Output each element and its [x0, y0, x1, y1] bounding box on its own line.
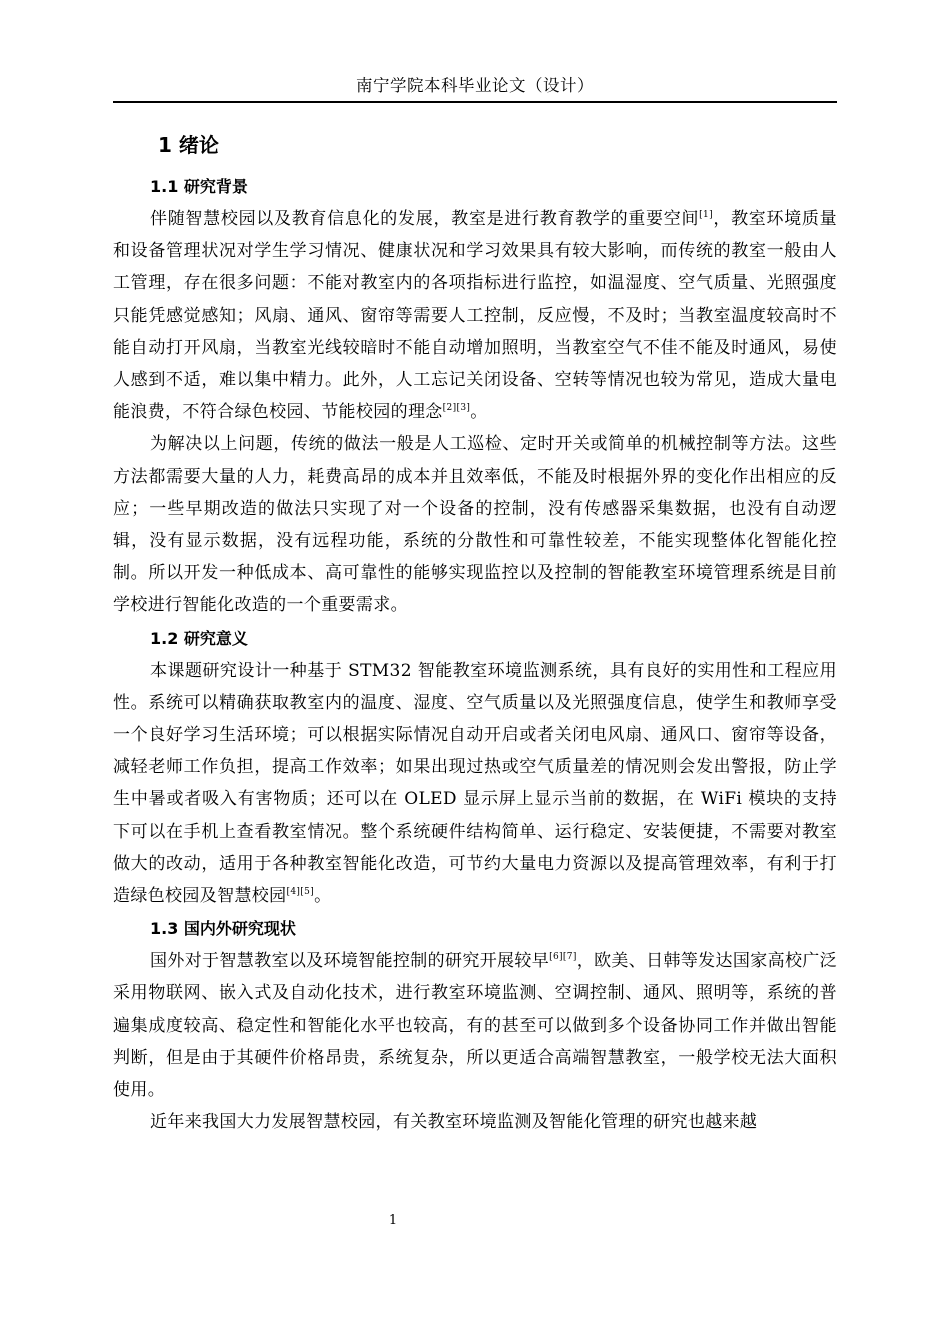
paragraph-text: 国外对于智慧教室以及环境智能控制的研究开展较早	[150, 951, 550, 972]
paragraph-text: 近年来我国大力发展智慧校园，有关教室环境监测及智能化管理的研究也越来越	[150, 1112, 758, 1133]
section-heading: 1.1 研究背景	[150, 177, 248, 196]
section-heading: 1.3 国内外研究现状	[150, 919, 296, 939]
running-header: 南宁学院本科毕业论文（设计）	[356, 76, 594, 95]
body-paragraph	[113, 655, 837, 913]
body-paragraph	[113, 945, 837, 1106]
page-number: 1	[388, 1213, 398, 1228]
paragraph-text: 本课题研究设计一种基于 STM32 智能教室环境监测系统，具有良好的实用性和工程应用性。系统可以精确获取教室内的温度、湿度、空气质量以及光照强度信息，使学生和教师享受一个良好学习生活环境；可以根据实际情况自动开启或者关闭电风扇、通风口、窗帘等设备，减轻老师工作负担，提高工作效率；如果出现过热或空气质量差的情况则会发出警报，防止学生中暑或者吸入有害物质；还可以在 OLED 显示屏上显示当前的数据，在 WiFi 模块的支持下可以在手机上查看教室情况。整个系统硬件结构简单、运行稳定、安装便捷，不需要对教室做大的改动，适用于各种教室智能化改造，可节约大量电力资源以及提高管理效率，有利于打造绿色校园及智慧校园	[113, 660, 837, 907]
body-paragraph	[113, 428, 837, 621]
chapter-title: 1 绪论	[158, 133, 219, 157]
body-paragraph	[113, 203, 837, 428]
citation-marker: [4][5]	[286, 887, 315, 898]
citation-marker: [1]	[699, 210, 713, 220]
paragraph-text: 为解决以上问题，传统的做法一般是人工巡检、定时开关或简单的机械控制等方法。这些方法都需要大量的人力，耗费高昂的成本并且效率低，不能及时根据外界的变化作出相应的反应；一些早期改造的做法只实现了对一个设备的控制，没有传感器采集数据，也没有自动逻辑，没有显示数据，没有远程功能，系统的分散性和可靠性较差，不能实现整体化智能化控制。所以开发一种低成本、高可靠性的能够实现监控以及控制的智能教室环境管理系统是目前学校进行智能化改造的一个重要需求。	[113, 434, 837, 616]
paragraph-text: ，教室环境质量和设备管理状况对学生学习情况、健康状况和学习效果具有较大影响，而传统的教室一般由人工管理，存在很多问题：不能对教室内的各项指标进行监控，如温湿度、空气质量、光照强度只能凭感觉感知；风扇、通风、窗帘等需要人工控制，反应慢，不及时；当教室温度较高时不能自动打开风扇，当教室光线较暗时不能自动增加照明，当教室空气不佳不能及时通风，易使人感到不适，难以集中精力。此外，人工忘记关闭设备、空转等情况也较为常见，造成大量电能浪费，不符合绿色校园、节能校园的理念	[113, 209, 837, 423]
paragraph-text: 。	[314, 886, 332, 907]
header-rule	[113, 101, 837, 103]
section-heading: 1.2 研究意义	[150, 628, 248, 648]
paragraph-text: 伴随智慧校园以及教育信息化的发展，教室是进行教育教学的重要空间	[150, 209, 700, 229]
body-paragraph	[113, 1106, 837, 1138]
citation-marker: [6][7]	[549, 952, 577, 963]
paragraph-text: 。	[470, 402, 488, 423]
citation-marker: [2][3]	[442, 403, 471, 414]
body-text	[113, 170, 837, 1138]
paragraph-text: ，欧美、日韩等发达国家高校广泛采用物联网、嵌入式及自动化技术，进行教室环境监测、空调控制、通风、照明等，系统的普遍集成度较高、稳定性和智能化水平也较高，有的甚至可以做到多个设备协同工作并做出智能判断，但是由于其硬件价格昂贵，系统复杂，所以更适合高端智慧教室，一般学校无法大面积使用。	[113, 951, 837, 1101]
